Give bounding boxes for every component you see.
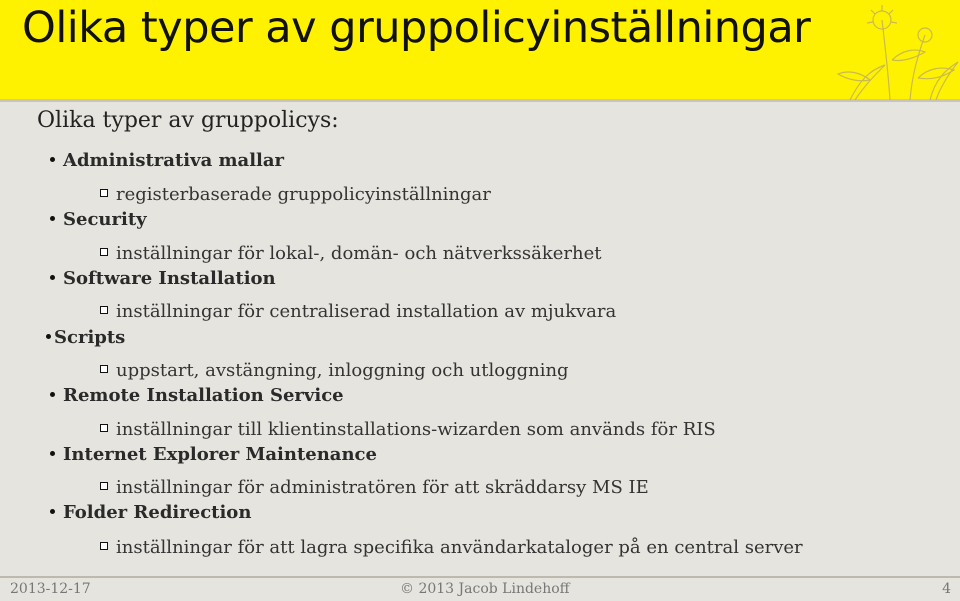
list-subitem: registerbaserade gruppolicyinställningar xyxy=(100,184,491,205)
list-item: Administrativa mallar xyxy=(50,150,284,171)
list-item: Internet Explorer Maintenance xyxy=(50,444,377,465)
list-subitem: inställningar för att lagra specifika användarkataloger på en central server xyxy=(100,537,803,558)
title-bar xyxy=(0,0,960,102)
square-bullet-icon xyxy=(100,189,108,197)
list-item: Remote Installation Service xyxy=(50,385,344,406)
list-item: Software Installation xyxy=(50,268,276,289)
square-bullet-icon xyxy=(100,424,108,432)
footer xyxy=(0,576,960,601)
list-item: Scripts xyxy=(46,327,125,348)
footer-date: 2013-12-17 xyxy=(10,581,91,597)
bullet-icon xyxy=(50,216,55,221)
list-subitem: inställningar för administratören för att skräddarsy MS IE xyxy=(100,477,649,498)
bullet-icon xyxy=(50,392,55,397)
square-bullet-icon xyxy=(100,306,108,314)
bullet-icon xyxy=(46,334,51,339)
plant-illustration-icon xyxy=(830,0,960,100)
list-item: Folder Redirection xyxy=(50,502,251,523)
list-subitem: inställningar till klientinstallations-wizarden som används för RIS xyxy=(100,419,716,440)
list-subitem: inställningar för lokal-, domän- och nätverkssäkerhet xyxy=(100,243,601,264)
bullet-icon xyxy=(50,509,55,514)
square-bullet-icon xyxy=(100,248,108,256)
list-subitem: inställningar för centraliserad installation av mjukvara xyxy=(100,301,616,322)
square-bullet-icon xyxy=(100,542,108,550)
footer-copyright: © 2013 Jacob Lindehoff xyxy=(400,581,570,597)
bullet-icon xyxy=(50,157,55,162)
list-subitem: uppstart, avstängning, inloggning och utloggning xyxy=(100,360,569,381)
list-item: Security xyxy=(50,209,147,230)
bullet-icon xyxy=(50,451,55,456)
bullet-icon xyxy=(50,275,55,280)
page-number: 4 xyxy=(942,581,951,597)
slide-title: Olika typer av gruppolicyinställningar xyxy=(22,3,811,53)
square-bullet-icon xyxy=(100,482,108,490)
square-bullet-icon xyxy=(100,365,108,373)
subtitle: Olika typer av gruppolicys: xyxy=(37,108,339,133)
